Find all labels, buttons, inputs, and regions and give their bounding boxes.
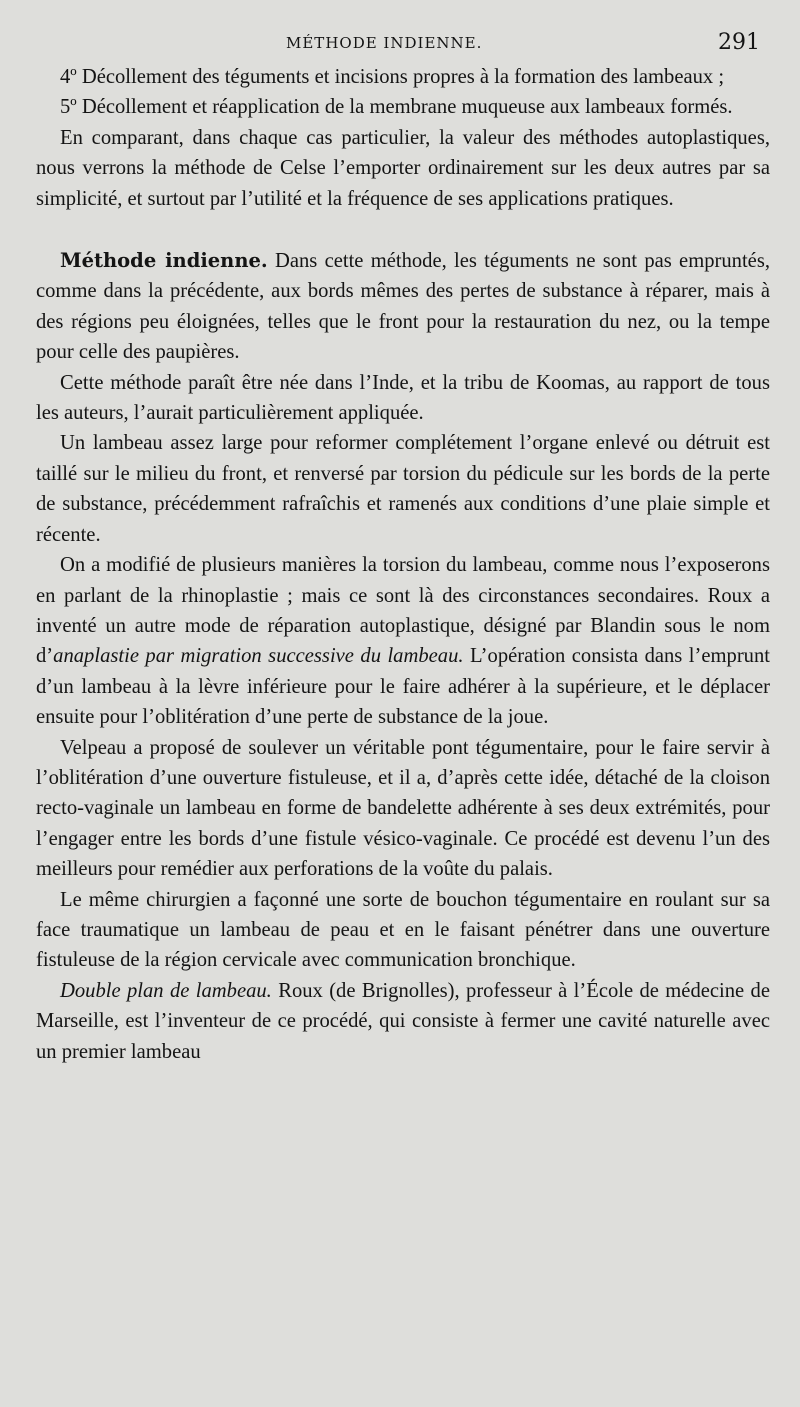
running-title: MÉTHODE INDIENNE. <box>286 34 483 52</box>
section-paragraph-3: Un lambeau assez large pour reformer complétement l’organe enlevé ou détruit est taillé sur le milieu du front, et renversé par torsion du pédicule sur les bords de la perte de substance, précédemment rafraîchis et ramenés aux conditions d’une plaie simple et récente. <box>36 432 770 546</box>
section-paragraph-1 <box>36 246 770 368</box>
section-paragraph-2: Cette méthode paraît être née dans l’Inde, et la tribu de Koomas, au rapport de tous les auteurs, l’aurait particulièrement appliquée. <box>36 371 770 425</box>
list-item-4: 4º Décollement des téguments et incisions propres à la formation des lambeaux ; <box>60 66 725 88</box>
section-paragraph-5: Velpeau a proposé de soulever un véritable pont tégumentaire, pour le faire servir à l’oblitération d’une ouverture fistuleuse, et il a, d’après cette idée, détaché de la cloison recto-vaginale un lambeau en forme de bandelette adhérente à ses deux extrémités, pour l’engager entre les bords d’une fistule vésico-vaginale. Ce procédé est devenu l’un des meilleurs pour remédier aux perforations de la voûte du palais. <box>36 736 770 881</box>
section-title: Méthode indienne. <box>60 249 268 273</box>
list-item-5: 5º Décollement et réapplication de la membrane muqueuse aux lambeaux formés. <box>60 96 733 119</box>
page-body <box>36 62 770 1067</box>
paragraph-4-italic: anaplastie par migration successive du lambeau. <box>53 645 464 668</box>
paragraph-4-text-a: On a modifié de plusieurs manières la torsion du lambeau, comme nous l’exposerons en parlant de la rhinoplastie ; mais ce sont là des circonstances secondaires. Roux a inventé un autre mode de réparation autoplastique, désigné par Blandin sous le nom d’ <box>36 554 770 668</box>
page-header <box>36 0 770 62</box>
paragraph-7-italic: Double plan de lambeau. <box>60 979 272 1002</box>
paragraph-4-text-b: L’opération consista dans l’emprunt d’un lambeau à la lèvre inférieure pour le faire adhérer à la supérieure, et le déplacer ensuite pour l’oblitération d’une perte de substance de la joue. <box>36 645 770 729</box>
paragraph-7-text: Roux (de Brignolles), professeur à l’École de médecine de Marseille, est l’inventeur de ce procédé, qui consiste à fermer une cavité naturelle avec un premier lambeau <box>36 979 770 1063</box>
section-paragraph-7 <box>36 976 770 1067</box>
section-paragraph-1-text: Dans cette méthode, les téguments ne sont pas empruntés, comme dans la précédente, aux bords mêmes des pertes de substance à réparer, mais à des régions peu éloignées, telles que le front pour la restauration du nez, ou la tempe pour celle des paupières. <box>36 250 770 364</box>
intro-paragraph: En comparant, dans chaque cas particulier, la valeur des méthodes autoplastiques, nous verrons la méthode de Celse l’emporter ordinairement sur les deux autres par sa simplicité, et surtout par l’utilité et la fréquence de ses applications pratiques. <box>36 126 770 210</box>
section-paragraph-6: Le même chirurgien a façonné une sorte de bouchon tégumentaire en roulant sur sa face traumatique un lambeau de peau et en le faisant pénétrer dans une ouverture fistuleuse de la région cervicale avec communication bronchique. <box>36 888 770 972</box>
section-gap <box>36 214 770 246</box>
page-number: 291 <box>718 30 760 55</box>
section-paragraph-4 <box>36 550 770 732</box>
